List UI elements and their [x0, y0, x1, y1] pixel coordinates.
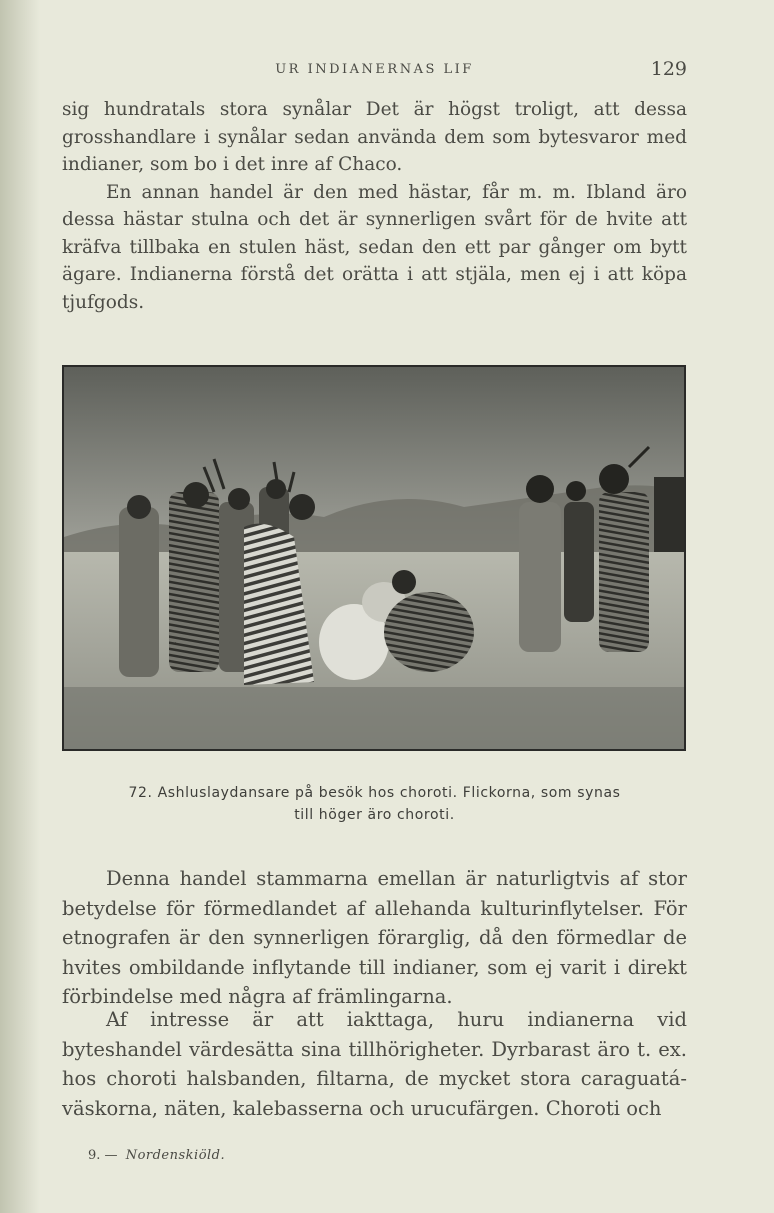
paragraph-continuation	[62, 96, 687, 316]
caption-line-1: 72. Ashluslaydansare på besök hos choroti. Flickorna, som synas	[128, 785, 621, 801]
signature-number: 9. —	[88, 1148, 118, 1163]
paragraph-4: Af intresse är att iakttaga, huru indianerna vid byteshandel värdesätta sina tillhörigheter. Dyrbarast äro t. ex. hos choroti halsbanden, filtarna, de mycket stora caraguatá-väskorna, näten, kalebasserna och urucufärgen. Choroti och	[62, 1008, 687, 1120]
page-header	[62, 58, 687, 82]
paragraph-3: Denna handel stammarna emellan är naturligtvis af stor betydelse för förmedlandet af allehanda kulturinflytelser. För etnografen är den synnerligen förarglig, då den förmedlar de hvites ombildande inflytande till indianer, som ej varit i direkt förbindelse med några af främlingarna.	[62, 867, 687, 1008]
signature-footer	[88, 1148, 225, 1163]
caption-line-2: till höger äro choroti.	[294, 807, 455, 823]
photo-illustration	[64, 367, 684, 749]
page-number: 129	[650, 58, 687, 80]
page-edge-shadow	[0, 0, 40, 1213]
paragraph-1: sig hundratals stora synålar Det är högst troligt, att dessa grosshandlare i synålar sedan använda dem som bytesvaror med indianer, som bo i det inre af Chaco.	[62, 99, 687, 175]
photograph-dancers	[62, 365, 686, 751]
signature-name: Nordenskiöld.	[125, 1148, 226, 1163]
running-title: UR INDIANERNAS LIF	[275, 62, 474, 77]
figure-caption	[62, 782, 687, 826]
paragraph-2: En annan handel är den med hästar, får m. m. Ibland äro dessa hästar stulna och det är synnerligen svårt för de hvite att kräfva tillbaka en stulen häst, sedan den ett par gånger om bytt ägare. Indianerna förstå det orätta i att stjäla, men ej i att köpa tjufgods.	[62, 181, 687, 313]
